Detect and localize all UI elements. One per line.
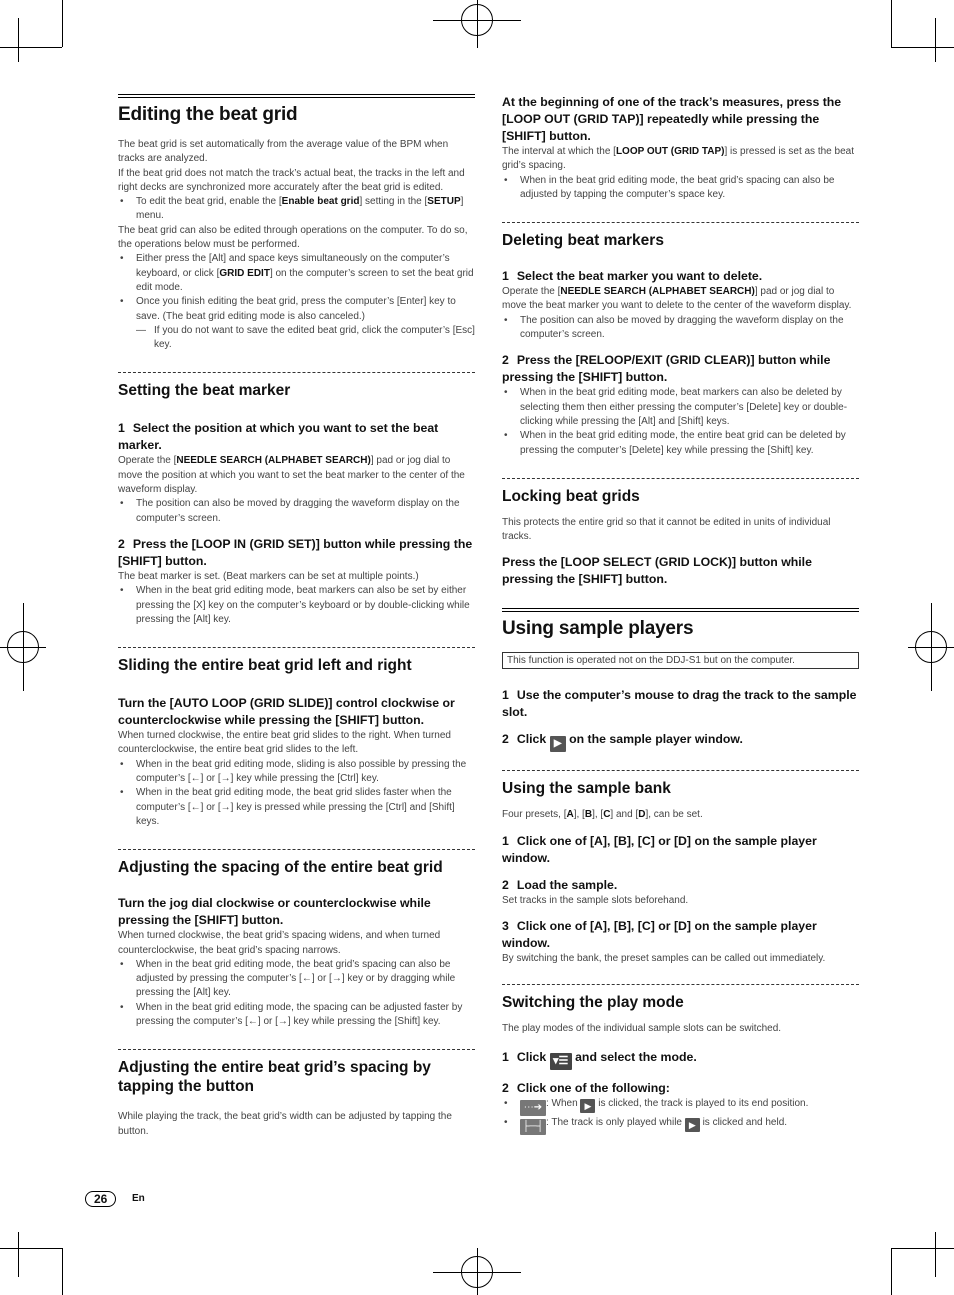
paragraph: By switching the bank, the preset samples can be called out immediately. bbox=[502, 953, 826, 965]
play-mode-section bbox=[502, 993, 859, 1134]
play-icon: ▶ bbox=[580, 1099, 595, 1113]
bullet-list bbox=[118, 584, 475, 627]
paragraph: The play modes of the individual sample slots can be switched. bbox=[502, 1023, 782, 1035]
bullet-item: • When in the beat grid editing mode, the spacing can be adjusted faster by pressing the computer’s [←] or [→] key while pressing the [Shift] key. bbox=[136, 1001, 475, 1030]
play-to-end-mode-icon: ⋯➔ bbox=[520, 1100, 546, 1116]
bullet-item: • Either press the [Alt] and space keys simultaneously on the computer’s keyboard, or click [GRID EDIT] on the computer’s screen to set the beat grid edit mode. bbox=[136, 252, 475, 295]
locking-section bbox=[502, 487, 859, 589]
bullet-item: • When in the beat grid editing mode, the beat grid’s spacing can also be adjusted by pressing the computer’s [←] or [→] key or by dragging while pressing the [Alt] key. bbox=[136, 958, 475, 1001]
bullet-item: • To edit the beat grid, enable the [Enable beat grid] setting in the [SETUP] menu. bbox=[136, 195, 475, 224]
sliding-beat-grid-section bbox=[118, 656, 475, 829]
crop-mark bbox=[935, 1232, 936, 1277]
step-heading: 2 Click one of the following: bbox=[502, 1080, 670, 1095]
section-title: Using the sample bank bbox=[502, 780, 671, 798]
section-divider bbox=[118, 372, 475, 373]
registration-circle bbox=[7, 631, 39, 663]
step-heading: At the beginning of one of the track’s measures, press the [LOOP OUT (GRID TAP)] repeatedly while pressing the [SHIFT] button. bbox=[502, 95, 842, 143]
section-title: Switching the play mode bbox=[502, 994, 684, 1012]
section-divider bbox=[118, 647, 475, 648]
crop-mark bbox=[62, 0, 63, 47]
step-heading: 1 Click ▾☰ and select the mode. bbox=[502, 1049, 859, 1070]
section-title: Adjusting the spacing of the entire beat grid bbox=[118, 859, 443, 877]
bullet-item: • When in the beat grid editing mode, beat markers can also be deleted by selecting them then either pressing the computer’s [Delete] key or double-clicking while pressing the [Alt] and [Shift] keys. bbox=[520, 386, 859, 429]
bullet-list bbox=[502, 386, 859, 457]
play-icon: ▶ bbox=[550, 736, 566, 752]
section-title: Using sample players bbox=[502, 608, 859, 640]
bullet-item: • When in the beat grid editing mode, the entire beat grid can be deleted by pressing the computer’s [Delete] key while pressing the [Shift] key. bbox=[520, 429, 859, 458]
paragraph: Operate the [NEEDLE SEARCH (ALPHABET SEARCH)] pad or jog dial to move the position at which you want to set the beat marker to the center of the waveform display. bbox=[118, 455, 465, 496]
section-divider bbox=[502, 478, 859, 479]
bullet-item: • ⋯➔ : When ▶ is clicked, the track is played to its end position. bbox=[520, 1097, 859, 1116]
note-box: This function is operated not on the DDJ-S1 but on the computer. bbox=[502, 652, 859, 669]
step-heading: 2 Press the [LOOP IN (GRID SET)] button while pressing the [SHIFT] button. bbox=[118, 536, 473, 568]
section-title: Locking beat grids bbox=[502, 487, 640, 505]
section-divider bbox=[118, 1049, 475, 1050]
dash-note: — If you do not want to save the edited beat grid, click the computer’s [Esc] key. bbox=[118, 324, 475, 353]
paragraph: When turned clockwise, the entire beat grid slides to the right. When turned counterclockwise, the entire beat grid slides to the left. bbox=[118, 730, 451, 756]
paragraph: While playing the track, the beat grid’s width can be adjusted by tapping the button. bbox=[118, 1111, 452, 1137]
sample-bank-section bbox=[502, 779, 859, 966]
step-heading: 2 Load the sample. bbox=[502, 877, 618, 892]
sample-players-section bbox=[502, 608, 859, 752]
bullet-item: • When in the beat grid editing mode, sliding is also possible by pressing the computer’s [←] or [→] key while pressing the [Ctrl] key. bbox=[136, 758, 475, 787]
bullet-list bbox=[118, 497, 475, 526]
bullet-list bbox=[118, 958, 475, 1029]
mode-menu-icon: ▾☰ bbox=[550, 1053, 572, 1070]
bullet-item: • Once you finish editing the beat grid, press the computer’s [Enter] key to save. (The beat grid editing mode is also canceled.) bbox=[136, 295, 475, 324]
paragraph: When turned clockwise, the beat grid’s spacing widens, and when turned counterclockwise, the beat grid’s spacing narrows. bbox=[118, 930, 441, 956]
section-title: Sliding the entire beat grid left and right bbox=[118, 657, 412, 675]
step-heading: 2 Press the [RELOOP/EXIT (GRID CLEAR)] button while pressing the [SHIFT] button. bbox=[502, 353, 831, 385]
step-heading: 1 Select the position at which you want to set the beat marker. bbox=[118, 421, 439, 453]
crop-mark bbox=[891, 47, 954, 48]
bullet-list bbox=[118, 758, 475, 829]
paragraph: The beat grid is set automatically from the average value of the BPM when tracks are analyzed. bbox=[118, 139, 449, 165]
registration-circle bbox=[461, 4, 493, 36]
step-heading: 1 Use the computer’s mouse to drag the track to the sample slot. bbox=[502, 688, 857, 720]
section-title: Adjusting the entire beat grid’s spacing by tapping the button bbox=[118, 1059, 431, 1096]
editing-beat-grid-section bbox=[118, 94, 475, 352]
language-label: En bbox=[132, 1193, 145, 1204]
registration-circle bbox=[915, 631, 947, 663]
step-heading: Turn the jog dial clockwise or counterclockwise while pressing the [SHIFT] button. bbox=[118, 896, 431, 928]
section-title: Deleting beat markers bbox=[502, 232, 664, 250]
step-heading: Turn the [AUTO LOOP (GRID SLIDE)] control clockwise or counterclockwise while pressing the [SHIFT] button. bbox=[118, 696, 455, 728]
deleting-markers-section bbox=[502, 231, 859, 458]
paragraph: Operate the [NEEDLE SEARCH (ALPHABET SEARCH)] pad or jog dial to move the beat marker you want to delete to the center of the waveform display. bbox=[502, 286, 852, 312]
section-title: Editing the beat grid bbox=[118, 94, 475, 126]
bullet-item: • The position can also be moved by dragging the waveform display on the computer’s screen. bbox=[520, 314, 859, 343]
crop-mark bbox=[891, 0, 892, 47]
section-title: Setting the beat marker bbox=[118, 382, 291, 400]
bullet-item: • When in the beat grid editing mode, the beat grid’s spacing can also be adjusted by tapping the computer’s space key. bbox=[520, 174, 859, 203]
crop-mark bbox=[0, 1248, 62, 1249]
play-icon: ▶ bbox=[685, 1118, 700, 1132]
paragraph: Set tracks in the sample slots beforehand. bbox=[502, 894, 689, 906]
left-column bbox=[118, 94, 475, 1139]
page-footer bbox=[85, 1190, 145, 1208]
bullet-list bbox=[502, 1097, 859, 1135]
bullet-list bbox=[118, 252, 475, 323]
tapping-section bbox=[118, 1058, 475, 1139]
bullet-list bbox=[118, 195, 475, 224]
crop-mark bbox=[0, 47, 62, 48]
bullet-list bbox=[502, 174, 859, 203]
crop-mark bbox=[18, 18, 19, 62]
page-number: 26 bbox=[85, 1191, 116, 1207]
bullet-item: • The position can also be moved by dragging the waveform display on the computer’s screen. bbox=[136, 497, 475, 526]
paragraph: If the beat grid does not match the track’s actual beat, the tracks in the left and right decks are synchronized more accurately after the beat grid is edited. bbox=[118, 167, 465, 193]
paragraph: The beat marker is set. (Beat markers can be set at multiple points.) bbox=[118, 570, 419, 582]
crop-mark bbox=[891, 1248, 954, 1249]
section-divider bbox=[502, 984, 859, 985]
bullet-item: • When in the beat grid editing mode, beat markers can also be set by either pressing the [X] key on the computer’s keyboard or by double-clicking while pressing the [Alt] key. bbox=[136, 584, 475, 627]
section-divider bbox=[502, 770, 859, 771]
setting-beat-marker-section bbox=[118, 381, 475, 627]
paragraph: The beat grid can also be edited through operations on the computer. To do so, the operations below must be performed. bbox=[118, 224, 468, 251]
bullet-item: • ├─┤ : The track is only played while ▶ is clicked and held. bbox=[520, 1116, 859, 1135]
registration-circle bbox=[461, 1256, 493, 1288]
crop-mark bbox=[18, 1232, 19, 1277]
step-heading: 3 Click one of [A], [B], [C] or [D] on the sample player window. bbox=[502, 919, 817, 951]
step-heading: 2 Click ▶ on the sample player window. bbox=[502, 731, 859, 752]
bullet-list bbox=[502, 314, 859, 343]
tap-step-section bbox=[502, 94, 859, 202]
paragraph: Four presets, [A], [B], [C] and [D], can be set. bbox=[502, 809, 703, 821]
crop-mark bbox=[935, 18, 936, 62]
crop-mark bbox=[62, 1248, 63, 1295]
adjusting-spacing-section bbox=[118, 858, 475, 1029]
step-heading: 1 Select the beat marker you want to delete. bbox=[502, 269, 763, 284]
paragraph: This protects the entire grid so that it cannot be edited in units of individual tracks. bbox=[502, 516, 831, 543]
section-divider bbox=[118, 849, 475, 850]
section-divider bbox=[502, 222, 859, 223]
step-heading: 1 Click one of [A], [B], [C] or [D] on the sample player window. bbox=[502, 833, 817, 865]
crop-mark bbox=[891, 1248, 892, 1295]
paragraph: The interval at which the [LOOP OUT (GRID TAP)] is pressed is set as the beat grid’s spacing. bbox=[502, 146, 854, 172]
right-column bbox=[502, 94, 859, 1135]
bullet-item: • When in the beat grid editing mode, the beat grid slides faster when the computer’s [←] or [→] key is pressed while pressing the [Ctrl] and [Shift] keys. bbox=[136, 786, 475, 829]
hold-mode-icon: ├─┤ bbox=[520, 1119, 546, 1135]
step-heading: Press the [LOOP SELECT (GRID LOCK)] button while pressing the [SHIFT] button. bbox=[502, 555, 812, 587]
